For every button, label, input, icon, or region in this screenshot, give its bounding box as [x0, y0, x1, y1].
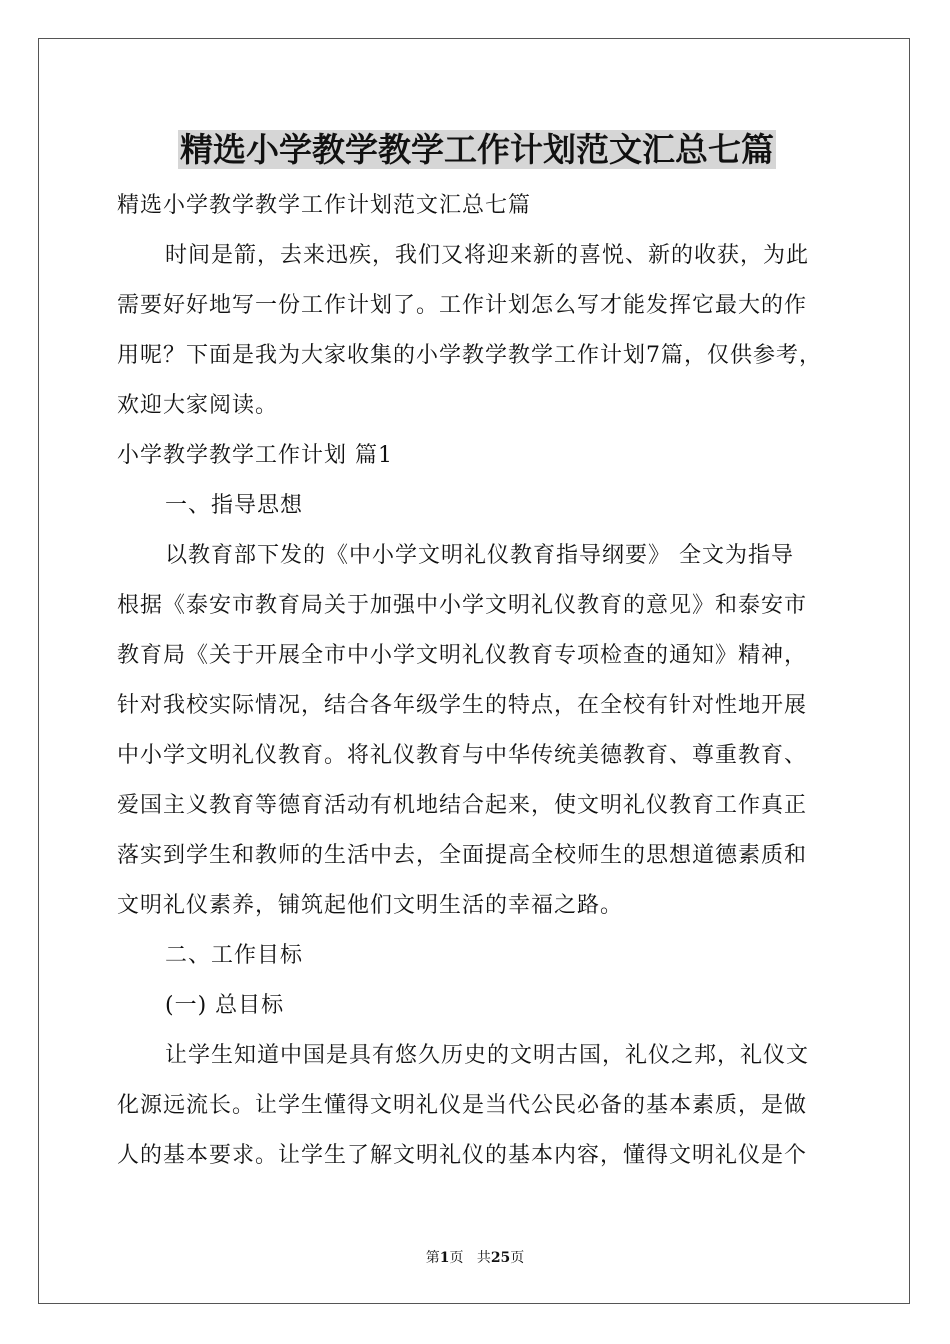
document-title-text: 精选小学教学教学工作计划范文汇总七篇: [180, 130, 774, 169]
document-paragraphs: [117, 181, 837, 1181]
text-line: 教育局《关于开展全市中小学文明礼仪教育专项检查的通知》精神，: [117, 643, 808, 668]
footer-total-suffix: 页: [510, 1250, 525, 1266]
footer-page-total: 25: [490, 1250, 511, 1266]
text-line: 爱国主义教育等德育活动有机地结合起来，使文明礼仪教育工作真正: [117, 793, 808, 818]
document-title: [117, 125, 837, 175]
footer-page-current: 1: [439, 1250, 450, 1266]
text-line: 一、指导思想: [165, 493, 304, 518]
text-line: 需要好好地写一份工作计划了。工作计划怎么写才能发挥它最大的作: [117, 293, 808, 318]
footer-total-prefix: 共: [476, 1250, 491, 1266]
text-line: 用呢？下面是我为大家收集的小学教学教学工作计划7篇，仅供参考，: [117, 343, 822, 368]
text-line: 人的基本要求。让学生了解文明礼仪的基本内容，懂得文明礼仪是个: [117, 1143, 808, 1168]
document-body: [117, 125, 837, 1181]
text-line: 精选小学教学教学工作计划范文汇总七篇: [117, 193, 532, 218]
text-line: 中小学文明礼仪教育。将礼仪教育与中华传统美德教育、尊重教育、: [117, 743, 808, 768]
text-line: 根据《泰安市教育局关于加强中小学文明礼仪教育的意见》和泰安市: [117, 593, 808, 618]
text-line: 时间是箭，去来迅疾，我们又将迎来新的喜悦、新的收获，为此: [165, 243, 810, 268]
text-line: 化源远流长。让学生懂得文明礼仪是当代公民必备的基本素质，是做: [117, 1093, 808, 1118]
text-line: (一) 总目标: [165, 993, 285, 1018]
footer-page-suffix: 页: [449, 1250, 464, 1266]
text-line: 二、工作目标: [165, 943, 304, 968]
text-line: 小学教学教学工作计划 篇1: [117, 443, 393, 468]
text-line: 落实到学生和教师的生活中去，全面提高全校师生的思想道德素质和: [117, 843, 808, 868]
footer-page-prefix: 第: [425, 1250, 440, 1266]
text-line: 文明礼仪素养，铺筑起他们文明生活的幸福之路。: [117, 893, 624, 918]
page-footer: [0, 1247, 950, 1267]
text-line: 针对我校实际情况，结合各年级学生的特点，在全校有针对性地开展: [117, 693, 808, 718]
text-line: 以教育部下发的《中小学文明礼仪教育指导纲要》 全文为指导: [165, 543, 794, 568]
text-line: 让学生知道中国是具有悠久历史的文明古国，礼仪之邦，礼仪文: [165, 1043, 810, 1068]
text-line: 欢迎大家阅读。: [117, 393, 279, 418]
